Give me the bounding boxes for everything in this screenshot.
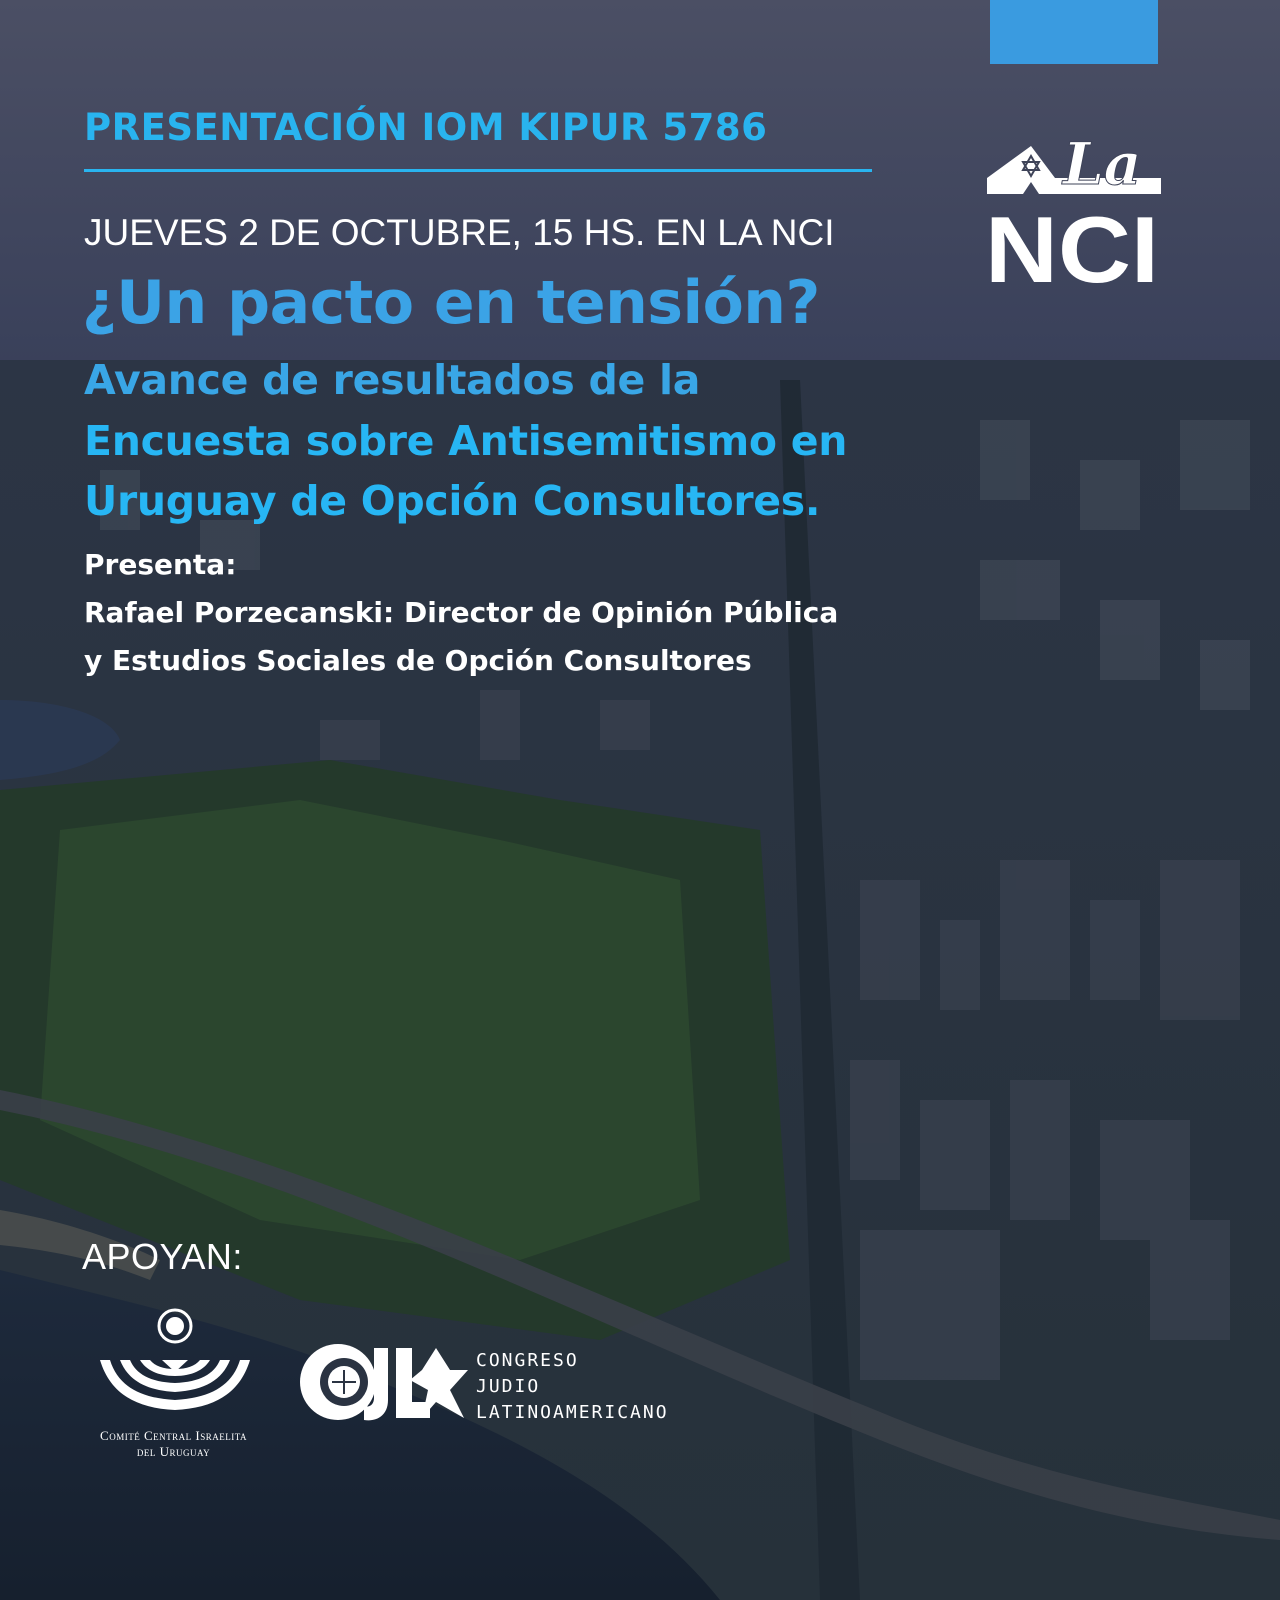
- subheadline-line-1: Avance de resultados de la: [84, 356, 701, 404]
- nci-main-text: NCI: [985, 197, 1159, 292]
- top-accent-bar: [990, 0, 1158, 64]
- presenter-line-1: Rafael Porzecanski: Director de Opinión Pública: [84, 596, 839, 629]
- cjl-name: [476, 1348, 669, 1426]
- cjl-name-line-2: JUDIO: [476, 1376, 541, 1397]
- event-series-title: PRESENTACIÓN IOM KIPUR 5786: [84, 106, 768, 149]
- cci-caption-line-1: Comité Central Israelita: [100, 1428, 247, 1443]
- presenter-label: Presenta:: [84, 548, 237, 581]
- cci-caption-line-2: del Uruguay: [136, 1444, 211, 1459]
- event-date-line: JUEVES 2 DE OCTUBRE, 15 HS. EN LA NCI: [84, 212, 835, 253]
- la-nci-logo: [985, 122, 1161, 292]
- nci-script-text: La: [1063, 130, 1142, 198]
- title-underline: [84, 169, 872, 172]
- presenter-line-2: y Estudios Sociales de Opción Consultores: [84, 644, 752, 677]
- cjl-name-line-1: CONGRESO: [476, 1350, 579, 1371]
- cjl-logo: [298, 1340, 470, 1424]
- cjl-name-line-3: LATINOAMERICANO: [476, 1402, 669, 1423]
- supporters-label: APOYAN:: [82, 1236, 243, 1277]
- subheadline-line-2: Encuesta sobre Antisemitismo en: [84, 417, 848, 465]
- headline: ¿Un pacto en tensión?: [82, 268, 820, 338]
- cci-caption: [66, 1428, 281, 1460]
- subheadline-line-3: Uruguay de Opción Consultores.: [84, 477, 821, 525]
